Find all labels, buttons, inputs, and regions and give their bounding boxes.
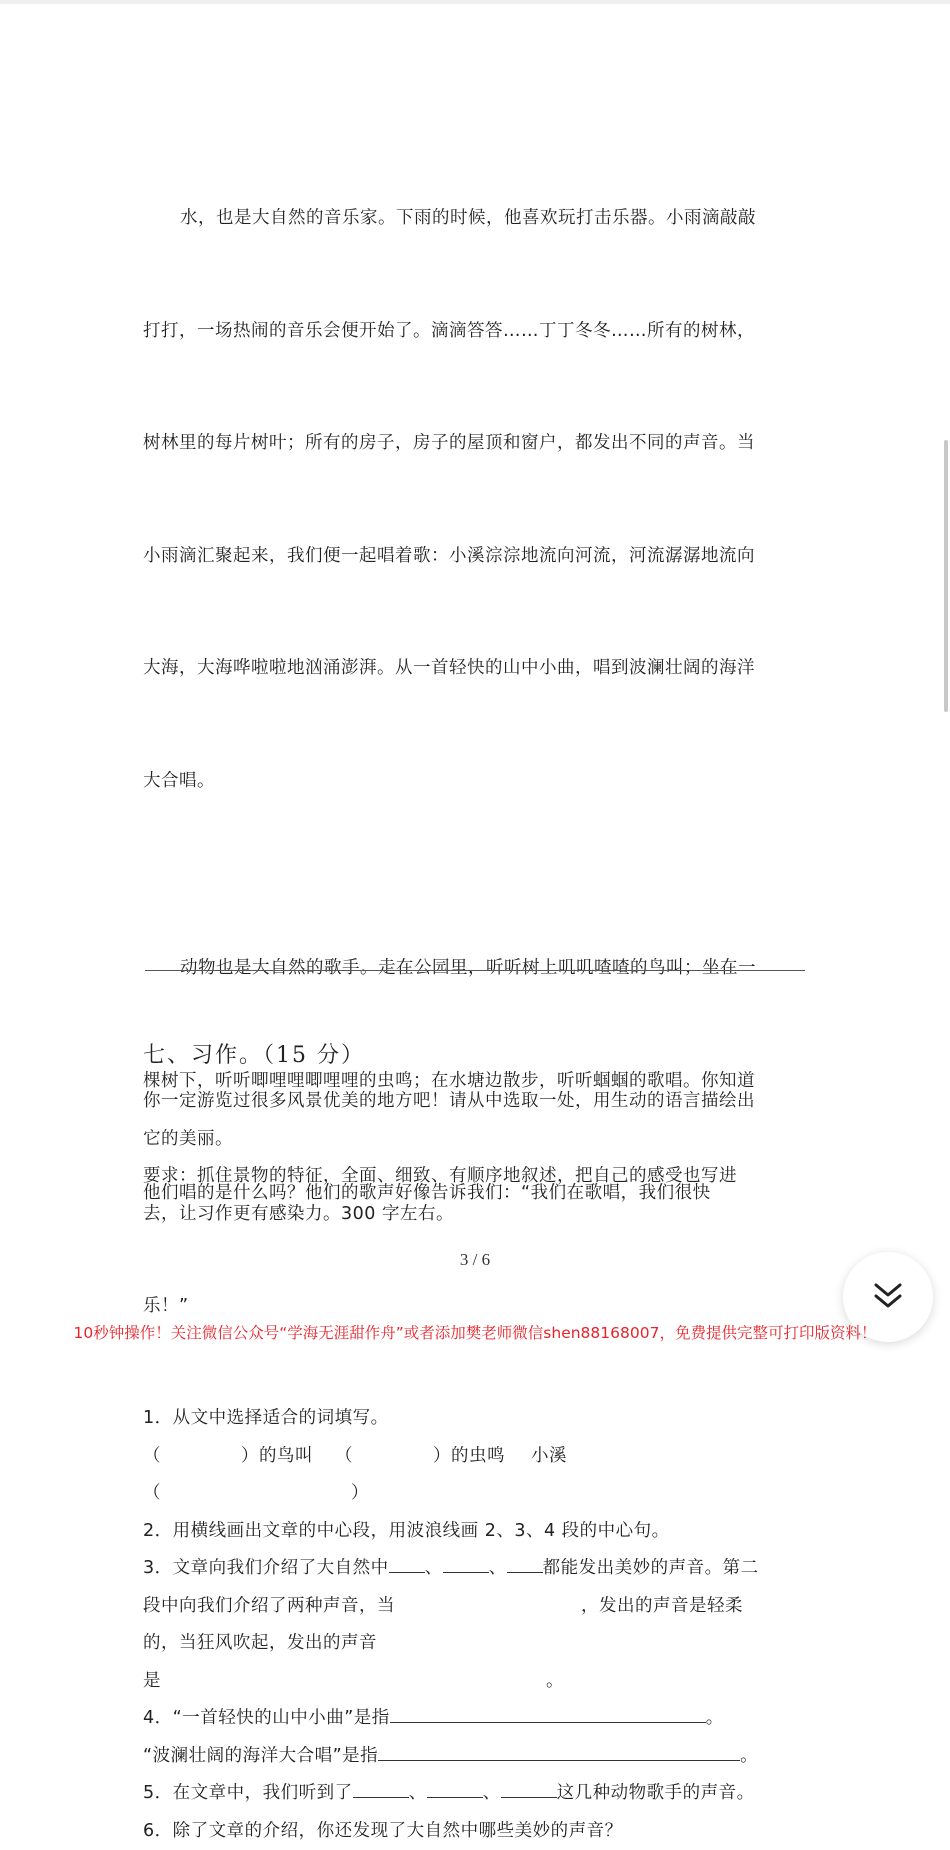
q3-text: 都能发出美妙的声音。第二 — [543, 1558, 759, 1578]
scrollbar[interactable] — [944, 440, 948, 712]
q3-text: 。 — [546, 1671, 564, 1691]
answer-blank[interactable] — [443, 1554, 489, 1573]
question-3-line-1 — [143, 1550, 808, 1588]
blank-label: ）的鸟叫 — [241, 1446, 313, 1466]
q5-sep: 、 — [483, 1783, 501, 1803]
question-5 — [143, 1775, 808, 1813]
question-3-line-2 — [143, 1588, 808, 1626]
answer-blank[interactable] — [389, 1554, 425, 1573]
paragraph-water — [143, 125, 808, 875]
q5-text: 这几种动物歌手的声音。 — [557, 1783, 755, 1803]
answer-blank[interactable] — [378, 1742, 740, 1761]
question-3-line-4 — [143, 1663, 808, 1701]
q3-sep: 、 — [489, 1558, 507, 1578]
text-line: 动物也是大自然的歌手。走在公园里，听听树上叽叽喳喳的鸟叫；坐在一 — [143, 950, 808, 988]
question-1: 1．从文中选择适合的词填写。 — [143, 1400, 808, 1438]
blank-label: ）的虫鸣 — [433, 1446, 505, 1466]
paren-open: （ — [143, 1483, 161, 1503]
q3-text: 段中向我们介绍了两种声音，当 — [143, 1596, 395, 1616]
text-line: 树林里的每片树叶；所有的房子，房子的屋顶和窗户，都发出不同的声音。当 — [143, 425, 808, 463]
q5-sep: 、 — [409, 1783, 427, 1803]
answer-blank[interactable] — [427, 1779, 483, 1798]
answer-line[interactable] — [145, 970, 805, 971]
prompt-line: 你一定游览过很多风景优美的地方吧！请从中选取一处，用生动的语言描绘出 — [143, 1083, 808, 1121]
reading-passage — [143, 125, 808, 1850]
q3-text: 3．文章向我们介绍了大自然中 — [143, 1558, 389, 1578]
q3-sep: 、 — [425, 1558, 443, 1578]
blank-label: 小溪 — [531, 1446, 567, 1466]
promo-footer: 10秒钟操作！关注微信公众号“学海无涯甜作舟”或者添加樊老师微信shen88168007，免费提供完整可打印版资料！ — [0, 1321, 950, 1343]
question-4-line-2 — [143, 1738, 808, 1776]
q3-text: 是 — [143, 1671, 161, 1691]
text-line: 乐！” — [143, 1288, 808, 1326]
q5-text: 5．在文章中，我们听到了 — [143, 1783, 353, 1803]
double-chevron-down-icon — [871, 1280, 905, 1314]
text-line: 水，也是大自然的音乐家。下雨的时候，他喜欢玩打击乐器。小雨滴敲敲 — [143, 200, 808, 238]
paren-open: （ — [335, 1446, 353, 1466]
question-1-blanks-row-2 — [143, 1475, 808, 1513]
page-number: 3 / 6 — [0, 1250, 950, 1270]
q4-text: 4．“一首轻快的山中小曲”是指 — [143, 1708, 390, 1728]
answer-blank[interactable] — [390, 1704, 706, 1723]
prompt-line: 它的美丽。 — [143, 1121, 808, 1159]
answer-blank[interactable] — [353, 1779, 409, 1798]
text-line: 小雨滴汇聚起来，我们便一起唱着歌：小溪淙淙地流向河流，河流潺潺地流向 — [143, 538, 808, 576]
question-4-line-1 — [143, 1700, 808, 1738]
question-6: 6．除了文章的介绍，你还发现了大自然中哪些美妙的声音？ — [143, 1813, 808, 1850]
q4-period: 。 — [706, 1708, 724, 1728]
top-divider — [0, 0, 950, 4]
question-1-blanks-row — [143, 1438, 808, 1476]
requirement-line: 要求：抓住景物的特征，全面、细致、有顺序地叙述，把自己的感受也写进 — [143, 1158, 808, 1196]
question-3-line-3: 的，当狂风吹起，发出的声音 — [143, 1625, 808, 1663]
essay-prompt — [143, 1083, 808, 1233]
answer-blank[interactable] — [501, 1779, 557, 1798]
text-line: 大合唱。 — [143, 763, 808, 801]
requirement-line: 去，让习作更有感染力。300 字左右。 — [143, 1196, 808, 1234]
text-line: 大海，大海哗啦啦地汹涌澎湃。从一首轻快的山中小曲，唱到波澜壮阔的海洋 — [143, 650, 808, 688]
paren-close: ） — [351, 1483, 369, 1503]
q4-period: 。 — [740, 1746, 758, 1766]
text-line: 棵树下，听听唧哩哩唧哩哩的虫鸣；在水塘边散步，听听蝈蝈的歌唱。你知道 — [143, 1063, 808, 1101]
text-line: 他们唱的是什么吗？他们的歌声好像告诉我们：“我们在歌唱，我们很快 — [143, 1175, 808, 1213]
q3-text: ，发出的声音是轻柔 — [581, 1596, 743, 1616]
paren-open: （ — [143, 1446, 161, 1466]
question-2: 2．用横线画出文章的中心段，用波浪线画 2、3、4 段的中心句。 — [143, 1513, 808, 1551]
section-heading: 七、习作。（15 分） — [143, 1038, 365, 1069]
text-line: 打打，一场热闹的音乐会便开始了。滴滴答答……丁丁冬冬……所有的树林， — [143, 313, 808, 351]
q4-text: “波澜壮阔的海洋大合唱”是指 — [143, 1746, 378, 1766]
answer-blank[interactable] — [507, 1554, 543, 1573]
